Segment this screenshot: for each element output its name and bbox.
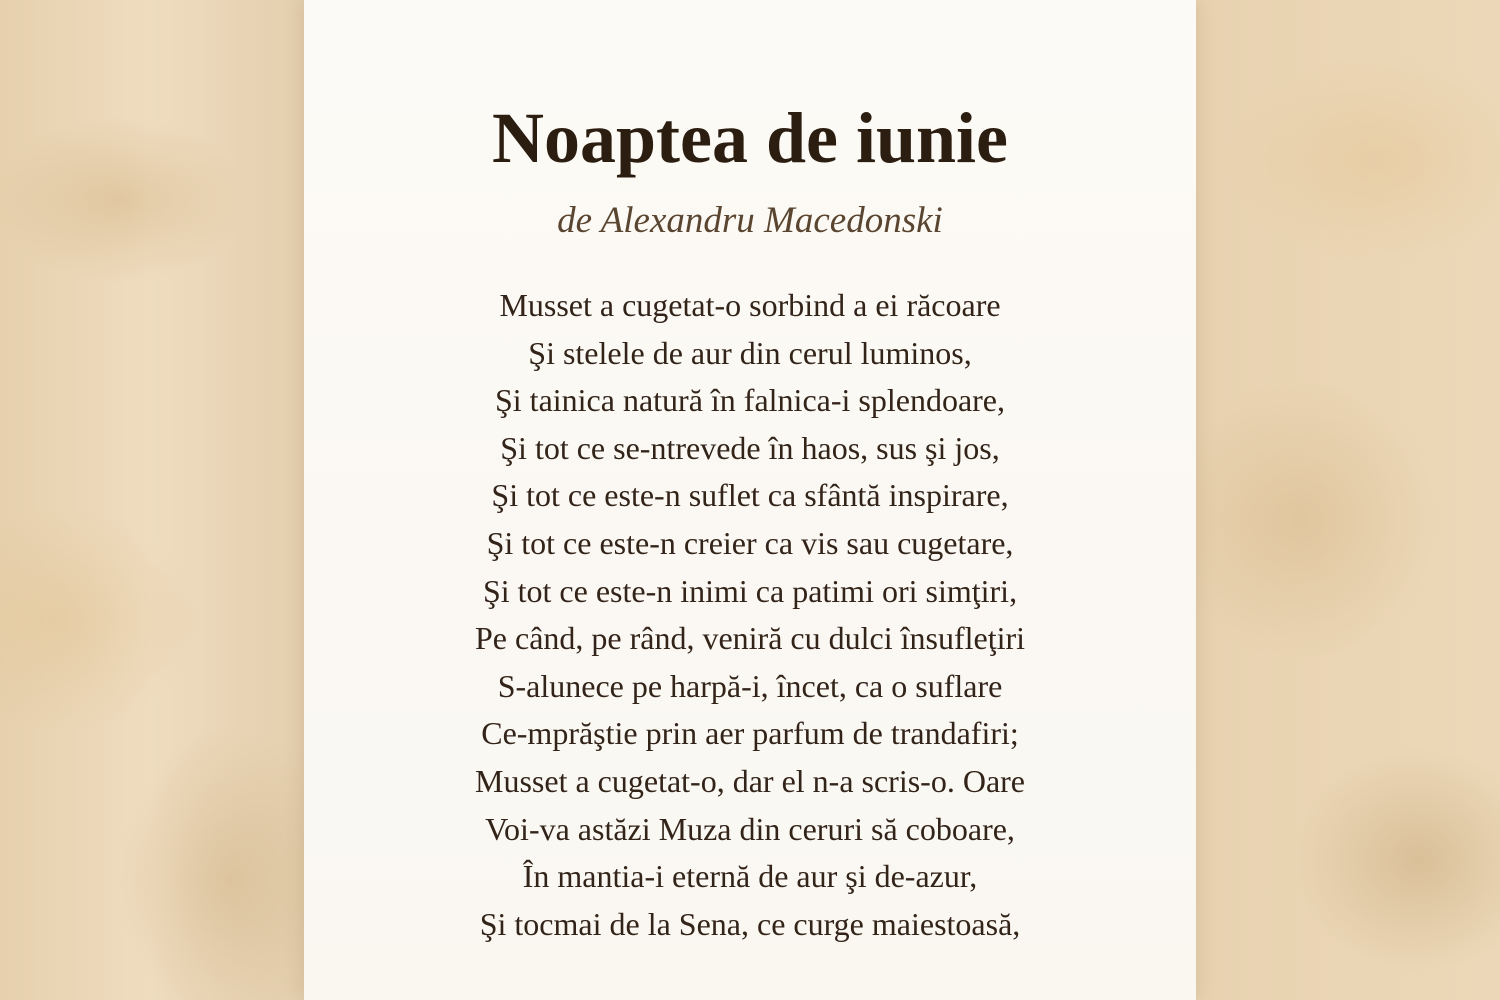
- poem-line: Şi tot ce este-n creier ca vis sau cugetare,: [486, 524, 1014, 561]
- poem-line: Musset a cugetat-o, dar el n-a scris-o. Oare: [475, 762, 1025, 799]
- poem-line: Şi tocmai de la Sena, ce curge maiestoasă,: [479, 905, 1021, 942]
- poem-title: Noaptea de iunie: [491, 98, 1009, 178]
- poem-line: Şi tot ce se-ntrevede în haos, sus şi jos,: [500, 429, 1000, 466]
- poem-author: de Alexandru Macedonski: [557, 200, 943, 241]
- poem-line: Şi tot ce este-n inimi ca patimi ori simţiri,: [482, 572, 1018, 609]
- poem-line: Ce-mprăştie prin aer parfum de trandafiri;: [481, 715, 1019, 752]
- poem-line: Şi tot ce este-n suflet ca sfântă inspirare,: [491, 477, 1009, 514]
- poem-line: În mantia-i eternă de aur şi de-azur,: [522, 858, 978, 895]
- poem-line: Pe când, pe rând, veniră cu dulci însufleţiri: [474, 620, 1026, 657]
- poem-line: Şi stelele de aur din cerul luminos,: [528, 334, 972, 371]
- poem-line: S-alunece pe harpă-i, încet, ca o suflare: [497, 667, 1003, 704]
- poem-line: Şi tainica natură în falnica-i splendoare,: [494, 382, 1005, 419]
- poem-body: [304, 282, 1196, 962]
- poem-line: Voi-va astăzi Muza din ceruri să coboare,: [485, 810, 1015, 847]
- poem-line: Musset a cugetat-o sorbind a ei răcoare: [499, 287, 1001, 323]
- poem-page: [304, 0, 1196, 1000]
